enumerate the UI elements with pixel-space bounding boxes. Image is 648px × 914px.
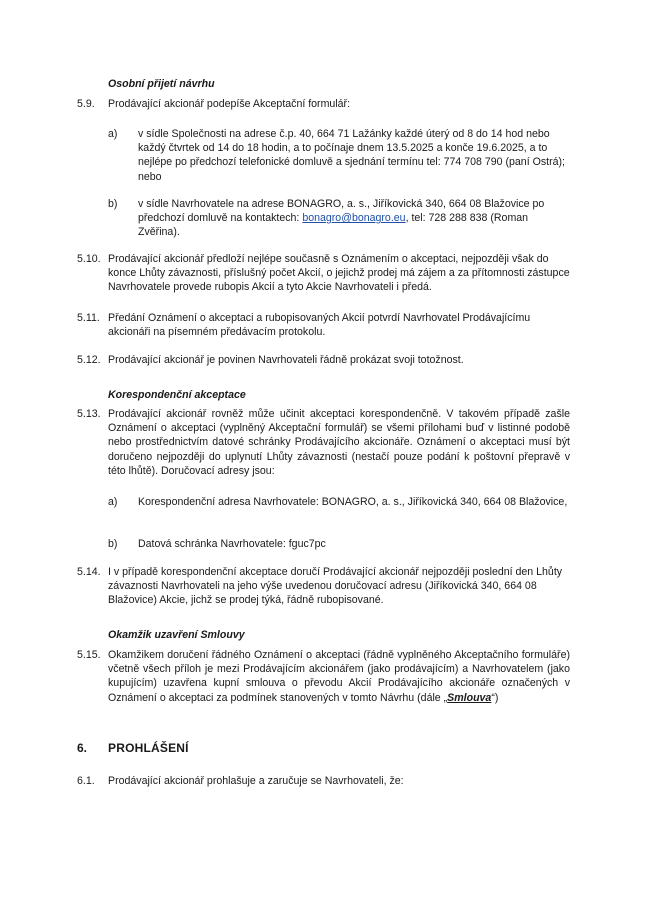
clause-number: 5.10. (77, 253, 101, 265)
item-label: a) (108, 128, 118, 140)
item-text: v sídle Navrhovatele na adrese BONAGRO, a. s., Jiříkovická 340, 664 08 Blažovice po předchozí domluvě na kontaktech: bonagro@bonagro.eu, tel: 728 288 838 (Roman Zvěřina). (138, 198, 545, 239)
item-text: Korespondenční adresa Navrhovatele: BONAGRO, a. s., Jiříkovická 340, 664 08 Blažovice, (138, 496, 568, 508)
clause-text: Prodávající akcionář podepíše Akceptační formulář: (108, 98, 351, 110)
clause-text: Prodávající akcionář prohlašuje a zaručuje se Navrhovateli, že: (108, 775, 404, 787)
item-text: Datová schránka Navrhovatele: fguc7pc (138, 538, 326, 550)
clause-number: 5.15. (77, 649, 101, 661)
heading-korespondencni-akceptace: Korespondenční akceptace (108, 389, 246, 401)
section-title: PROHLÁŠENÍ (108, 741, 189, 755)
item-label: b) (108, 198, 118, 210)
clause-number: 5.13. (77, 408, 101, 420)
clause-text: I v případě korespondenční akceptace doručí Prodávající akcionář nejpozději poslední den Lhůty závaznosti Navrhovateli na jeho výše uvedenou doručovací adresu (Jiříkovická 340, 664 08 Blažovice) Akcie, jichž se prodej týká, řádně rubopisované. (108, 566, 563, 607)
heading-okamzik-uzavreni: Okamžik uzavření Smlouvy (108, 629, 245, 641)
email-link[interactable]: bonagro@bonagro.eu (302, 212, 406, 225)
clause-text: Předání Oznámení o akceptaci a rubopisovaných Akcií potvrdí Navrhovatel Prodávajícímu akcionáři na písemném předávacím protokolu. (108, 312, 531, 339)
item-text: v sídle Společnosti na adrese č.p. 40, 664 71 Lažánky každé úterý od 8 do 14 hod nebo každý čtvrtek od 14 do 18 hodin, a to počínaje dnem 13.5.2025 a konče 19.6.2025, a to nejlépe po předchozí telefonické domluvě a sjednání termínu tel: 774 708 790 (paní Ostrá); nebo (138, 128, 565, 183)
defined-term: Smlouva (447, 691, 492, 704)
clause-text: Prodávající akcionář je povinen Navrhovateli řádně prokázat svoji totožnost. (108, 354, 464, 366)
item-label: b) (108, 538, 118, 550)
clause-text: Okamžikem doručení řádného Oznámení o akceptaci (řádně vyplněného Akceptačního formuláře) včetně všech příloh je mezi Prodávajícím akcionářem (jako prodávajícím) a Navrhovatelem (jako kupujícím) uzavřena kupní smlouva o převodu Akcií Prodávajícího akcionáře označených v Oznámení o akceptaci za podmínek stanovených v tomto Návrhu (dále „Smlouva“) (108, 649, 570, 704)
clause-number: 5.11. (77, 312, 100, 324)
item-label: a) (108, 496, 118, 508)
clause-number: 5.9. (77, 98, 95, 110)
clause-text: Prodávající akcionář rovněž může učinit akceptaci korespondenčně. V takovém případě zašle Oznámení o akceptaci (vyplněný Akceptační formulář) se všemi přílohami buď v listinné podobě nebo prostřednictvím datové schránky Prodávajícího akcionáře. Oznámení o akceptaci musí být doručeno nejpozději do uplynutí Lhůty závaznosti (nestačí pouze podání k poštovní přepravě v této lhůtě). Doručovací adresy jsou: (108, 408, 570, 477)
heading-osobni-prijeti: Osobní přijetí návrhu (108, 78, 215, 90)
clause-number: 5.12. (77, 354, 101, 366)
section-number: 6. (77, 741, 88, 755)
clause-text: Prodávající akcionář předloží nejlépe současně s Oznámením o akceptaci, nejpozději však do konce Lhůty závaznosti, příslušný počet Akcií, o jejichž prodej má zájem a za přítomnosti zástupce Navrhovatele provede rubopis Akcií a tyto Akcie Navrhovateli i předá. (108, 253, 570, 294)
clause-number: 5.14. (77, 566, 101, 578)
clause-number: 6.1. (77, 775, 95, 787)
